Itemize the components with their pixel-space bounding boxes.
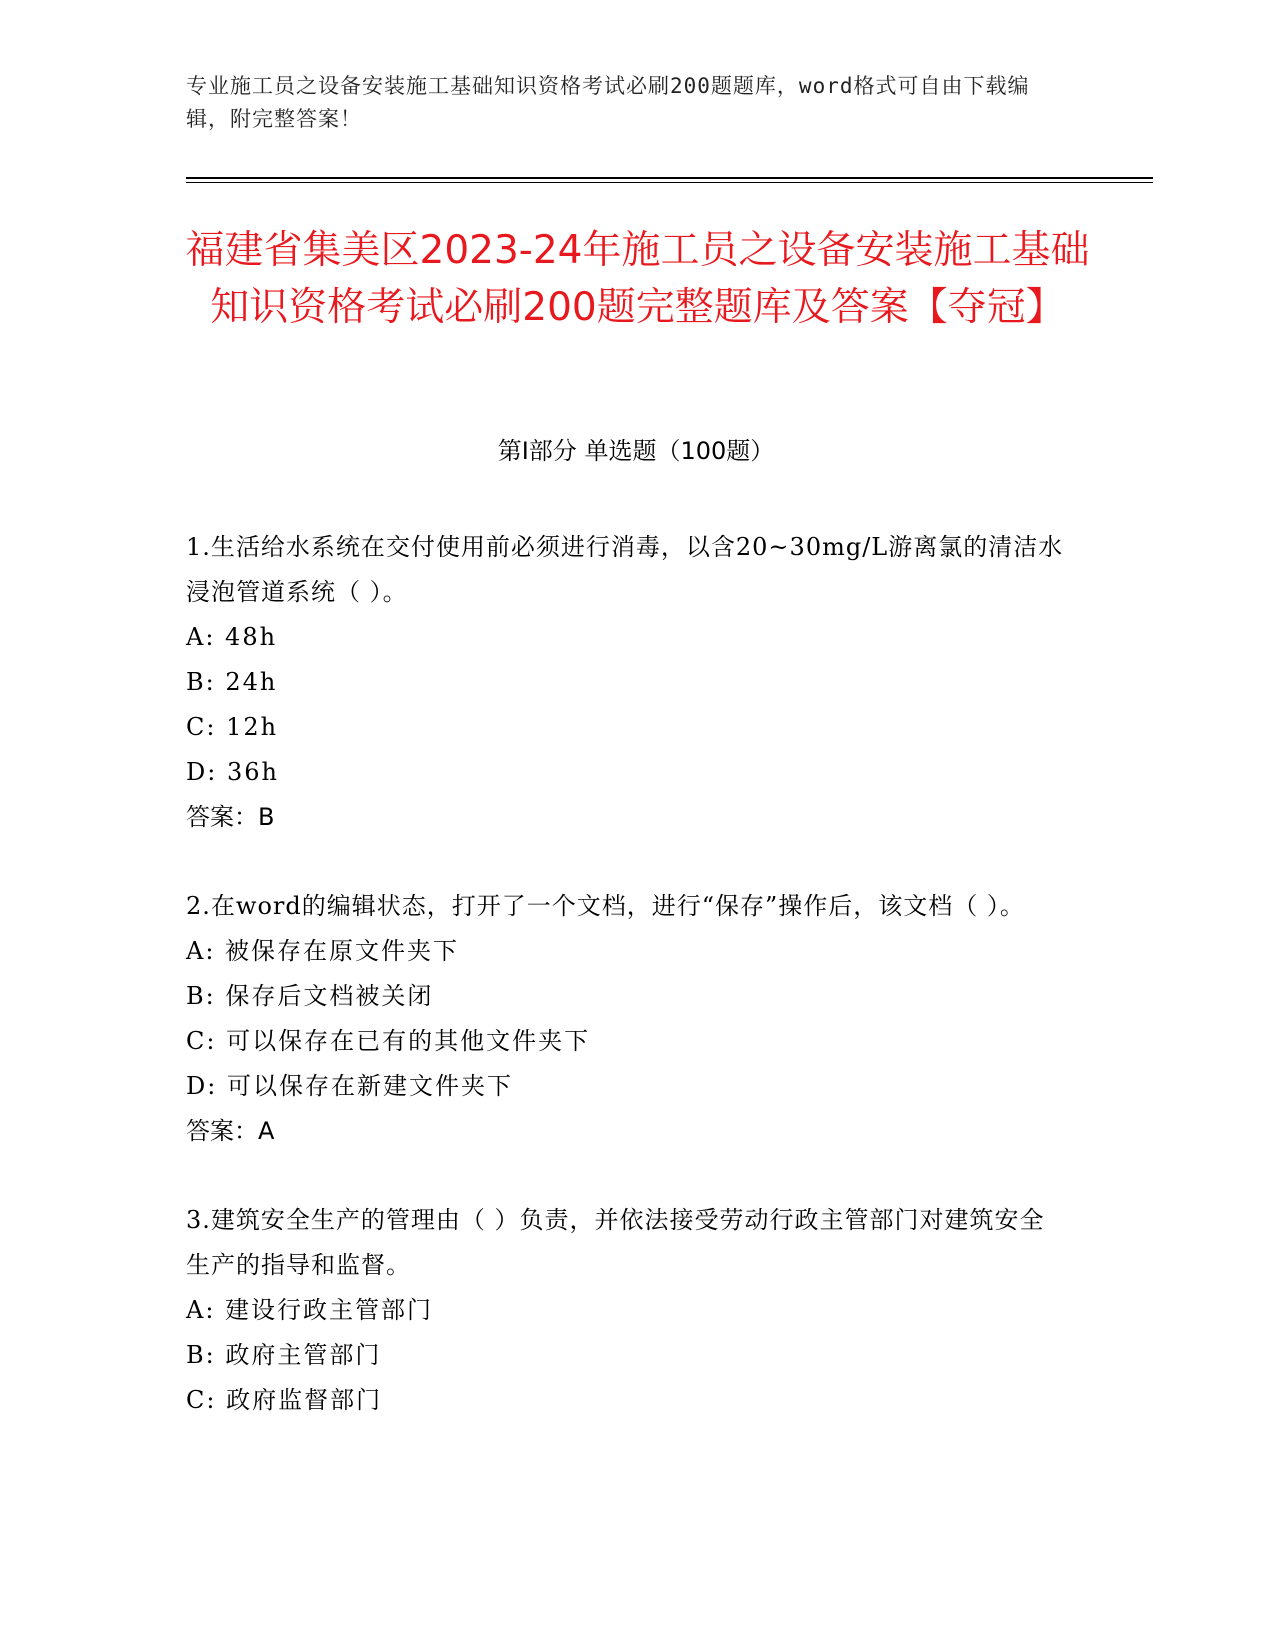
option-d: D: 36h [186,758,279,786]
option-a: A: 被保存在原文件夹下 [186,937,460,965]
option-b: B: 24h [186,668,278,696]
question-list [186,525,1066,1467]
document-title: 福建省集美区2023-24年施工员之设备安装施工基础知识资格考试必刷200题完整题库及答案【夺冠】 [185,228,1090,330]
header-note: 专业施工员之设备安装施工基础知识资格考试必刷200题题库，word格式可自由下载编辑，附完整答案！ [186,74,1030,131]
question-2 [186,884,1066,1154]
answer-line: 答案：B [186,803,275,831]
question-stem: 1.生活给水系统在交付使用前必须进行消毒，以含20~30mg/L游离氯的清洁水浸泡管道系统（ ）。 [186,533,1064,606]
question-3 [186,1198,1066,1423]
option-c: C: 政府监督部门 [186,1386,383,1414]
option-b: B: 政府主管部门 [186,1341,382,1369]
header-divider-thin [186,182,1153,183]
option-a: A: 48h [186,623,278,651]
option-c: C: 可以保存在已有的其他文件夹下 [186,1027,591,1055]
section-heading: 第I部分 单选题（100题） [497,437,775,465]
option-a: A: 建设行政主管部门 [186,1296,434,1324]
question-stem: 2.在word的编辑状态，打开了一个文档，进行“保存”操作后，该文档（ ）。 [186,892,1025,920]
question-1 [186,525,1066,840]
option-b: B: 保存后文档被关闭 [186,982,434,1010]
answer-line: 答案：A [186,1117,275,1145]
question-stem: 3.建筑安全生产的管理由（ ）负责，并依法接受劳动行政主管部门对建筑安全生产的指导和监督。 [186,1206,1045,1279]
option-c: C: 12h [186,713,279,741]
option-d: D: 可以保存在新建文件夹下 [186,1072,513,1100]
header-divider-thick [186,177,1153,179]
